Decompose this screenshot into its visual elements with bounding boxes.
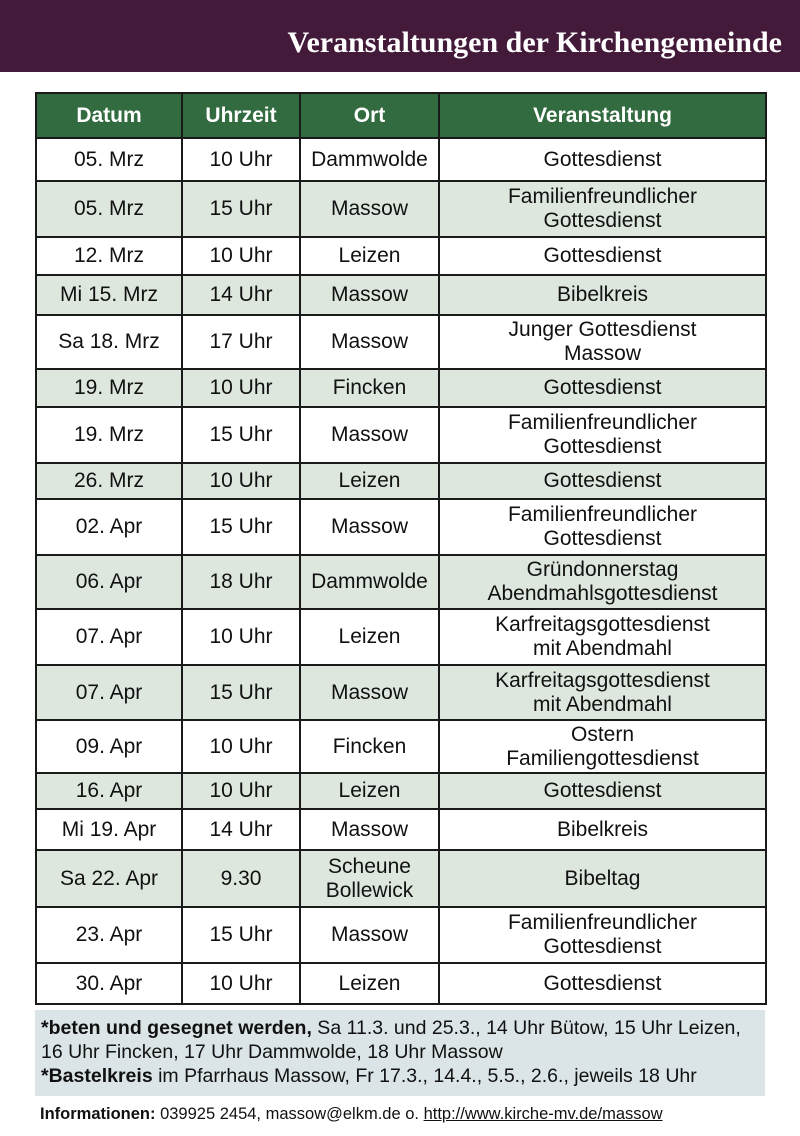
table-row	[36, 181, 766, 237]
contact-text: 039925 2454, massow@elkm.de o.	[155, 1105, 424, 1123]
events-table	[35, 92, 767, 1005]
date-cell: 19. Mrz	[36, 407, 182, 463]
event-line: Gottesdienst	[543, 779, 662, 802]
table-row	[36, 369, 766, 407]
event-line: Familienfreundlicher	[507, 503, 698, 526]
column-header-uhrzeit: Uhrzeit	[182, 93, 300, 138]
date-cell: 06. Apr	[36, 555, 182, 609]
time-cell: 15 Uhr	[182, 499, 300, 555]
event-line: Karfreitagsgottesdienst	[495, 613, 710, 636]
date-cell: 19. Mrz	[36, 369, 182, 407]
place-cell: Dammwolde	[300, 555, 439, 609]
table-row	[36, 407, 766, 463]
place-cell: Massow	[300, 499, 439, 555]
date-cell: 05. Mrz	[36, 138, 182, 181]
time-cell: 10 Uhr	[182, 609, 300, 665]
time-cell: 10 Uhr	[182, 963, 300, 1004]
table-row	[36, 138, 766, 181]
event-cell	[439, 850, 766, 907]
place-cell: Massow	[300, 407, 439, 463]
event-line: Ostern	[570, 722, 635, 746]
prayer-note-text: Sa 11.3. und 25.3., 14 Uhr Bütow, 15 Uhr Leizen, 16 Uhr Fincken, 17 Uhr Dammwolde, 18 Uhr Massow	[41, 1017, 741, 1063]
event-cell	[439, 138, 766, 181]
time-cell: 10 Uhr	[182, 369, 300, 407]
craft-note-label: *Bastelkreis	[41, 1065, 153, 1087]
event-line: Bibelkreis	[556, 817, 649, 841]
event-line: Gottesdienst	[543, 147, 662, 171]
website-link[interactable]: http://www.kirche-mv.de/massow	[423, 1105, 663, 1123]
table-row	[36, 315, 766, 369]
place-cell: Scheune Bollewick	[300, 850, 439, 907]
time-cell: 14 Uhr	[182, 275, 300, 315]
event-cell	[439, 181, 766, 237]
table-row	[36, 237, 766, 275]
time-cell: 17 Uhr	[182, 315, 300, 369]
time-cell: 14 Uhr	[182, 809, 300, 850]
column-header-veranstaltung: Veranstaltung	[439, 93, 766, 138]
notes-box	[35, 1010, 765, 1096]
date-cell: 07. Apr	[36, 665, 182, 720]
place-cell: Massow	[300, 181, 439, 237]
event-line: mit Abendmahl	[533, 692, 672, 716]
date-cell: 12. Mrz	[36, 237, 182, 275]
table-row	[36, 907, 766, 963]
event-line: Massow	[563, 342, 642, 365]
page-header	[0, 0, 800, 72]
table-row	[36, 555, 766, 609]
event-line: Gottesdienst	[543, 435, 662, 458]
event-line: Gründonnerstag	[526, 558, 679, 581]
event-line: Gottesdienst	[543, 469, 662, 492]
time-cell: 10 Uhr	[182, 237, 300, 275]
place-cell: Fincken	[300, 720, 439, 773]
contact-info	[40, 1105, 663, 1124]
time-cell: 15 Uhr	[182, 181, 300, 237]
table-row	[36, 665, 766, 720]
place-cell: Massow	[300, 665, 439, 720]
event-cell	[439, 809, 766, 850]
event-cell	[439, 609, 766, 665]
time-cell: 15 Uhr	[182, 407, 300, 463]
contact-label: Informationen:	[40, 1105, 156, 1123]
event-line: Familienfreundlicher	[507, 911, 698, 934]
table-row	[36, 275, 766, 315]
place-cell: Leizen	[300, 963, 439, 1004]
table-row	[36, 720, 766, 773]
event-cell	[439, 315, 766, 369]
event-cell	[439, 499, 766, 555]
place-cell: Leizen	[300, 237, 439, 275]
event-line: Karfreitagsgottesdienst	[495, 668, 710, 692]
date-cell: 02. Apr	[36, 499, 182, 555]
event-line: Gottesdienst	[543, 971, 662, 995]
event-cell	[439, 275, 766, 315]
event-cell	[439, 407, 766, 463]
date-cell: Mi 15. Mrz	[36, 275, 182, 315]
event-cell	[439, 555, 766, 609]
table-row	[36, 850, 766, 907]
page-title: Veranstaltungen der Kirchengemeinde	[287, 26, 782, 59]
time-cell: 10 Uhr	[182, 463, 300, 499]
time-cell: 10 Uhr	[182, 773, 300, 809]
table-header-row	[36, 93, 766, 138]
table-row	[36, 773, 766, 809]
place-cell: Leizen	[300, 773, 439, 809]
date-cell: 16. Apr	[36, 773, 182, 809]
event-cell	[439, 720, 766, 773]
date-cell: Sa 22. Apr	[36, 850, 182, 907]
event-line: Bibelkreis	[556, 283, 649, 306]
place-cell: Massow	[300, 907, 439, 963]
column-header-ort: Ort	[300, 93, 439, 138]
event-line: Gottesdienst	[543, 209, 662, 232]
time-cell: 10 Uhr	[182, 138, 300, 181]
place-cell: Massow	[300, 315, 439, 369]
table-row	[36, 609, 766, 665]
place-cell: Dammwolde	[300, 138, 439, 181]
date-cell: 23. Apr	[36, 907, 182, 963]
date-cell: 26. Mrz	[36, 463, 182, 499]
event-line: Gottesdienst	[543, 244, 662, 267]
event-line: Familiengottesdienst	[506, 746, 699, 770]
time-cell: 10 Uhr	[182, 720, 300, 773]
table-row	[36, 809, 766, 850]
time-cell: 15 Uhr	[182, 907, 300, 963]
event-cell	[439, 463, 766, 499]
date-cell: Mi 19. Apr	[36, 809, 182, 850]
time-cell: 9.30	[182, 850, 300, 907]
time-cell: 15 Uhr	[182, 665, 300, 720]
date-cell: 07. Apr	[36, 609, 182, 665]
event-cell	[439, 773, 766, 809]
place-cell: Leizen	[300, 609, 439, 665]
event-cell	[439, 237, 766, 275]
event-line: Bibeltag	[564, 866, 641, 890]
place-cell: Massow	[300, 275, 439, 315]
event-cell	[439, 369, 766, 407]
event-cell	[439, 907, 766, 963]
event-line: Gottesdienst	[543, 527, 662, 550]
table-row	[36, 499, 766, 555]
event-line: mit Abendmahl	[533, 637, 672, 660]
prayer-note	[41, 1016, 759, 1064]
table-row	[36, 963, 766, 1004]
date-cell: 30. Apr	[36, 963, 182, 1004]
table-row	[36, 463, 766, 499]
event-line: Familienfreundlicher	[507, 411, 698, 434]
event-line: Gottesdienst	[543, 935, 662, 958]
event-line: Junger Gottesdienst	[508, 318, 697, 341]
time-cell: 18 Uhr	[182, 555, 300, 609]
event-line: Gottesdienst	[543, 376, 662, 399]
prayer-note-label: *beten und gesegnet werden,	[41, 1017, 312, 1039]
place-cell: Fincken	[300, 369, 439, 407]
date-cell: Sa 18. Mrz	[36, 315, 182, 369]
craft-note	[41, 1064, 759, 1088]
place-cell: Massow	[300, 809, 439, 850]
event-line: Familienfreundlicher	[507, 185, 698, 208]
event-line: Abendmahlsgottesdienst	[487, 582, 718, 605]
event-cell	[439, 665, 766, 720]
place-cell: Leizen	[300, 463, 439, 499]
date-cell: 09. Apr	[36, 720, 182, 773]
event-cell	[439, 963, 766, 1004]
craft-note-text: im Pfarrhaus Massow, Fr 17.3., 14.4., 5.5., 2.6., jeweils 18 Uhr	[152, 1065, 697, 1087]
column-header-datum: Datum	[36, 93, 182, 138]
date-cell: 05. Mrz	[36, 181, 182, 237]
table-body	[36, 138, 766, 1004]
